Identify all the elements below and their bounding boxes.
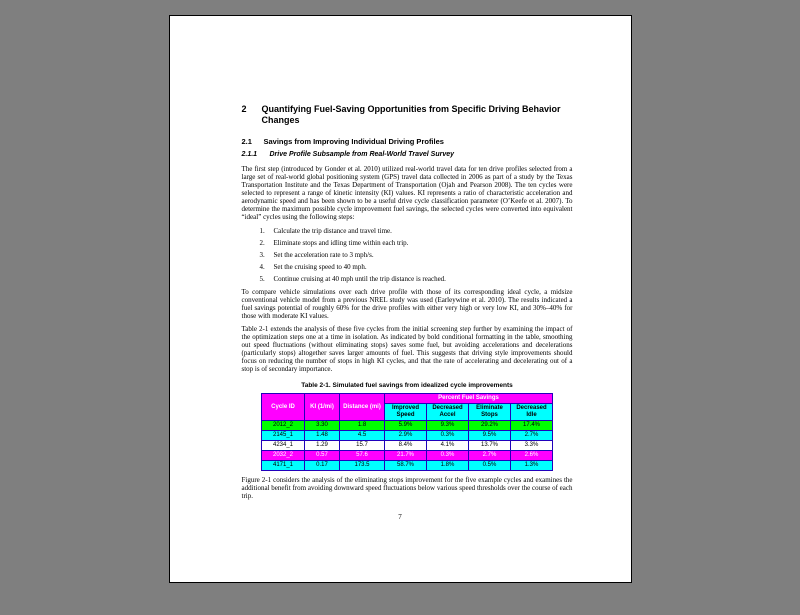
table-subheader-cell: Decreased Accel — [427, 404, 469, 421]
section-number: 2 — [241, 104, 247, 114]
table-cell: 9.3% — [427, 421, 469, 431]
table-cell: 4.1% — [427, 441, 469, 451]
table-row — [262, 451, 553, 461]
table-cell: 29.2% — [469, 421, 511, 431]
table-header-cell: Cycle ID — [262, 394, 305, 421]
list-item — [260, 264, 573, 272]
table-cell: 17.4% — [511, 421, 553, 431]
table-cell: 13.7% — [469, 441, 511, 451]
table-cell: 1.8% — [427, 461, 469, 471]
table-header-cell: KI (1/mi) — [305, 394, 340, 421]
paragraph-table-discussion: Table 2-1 extends the analysis of these five cycles from the initial screening step further by examining the impact of the optimization steps one at a time in isolation. As indicated by bold conditional formatting in the table, smoothing out speed fluctuations (without eliminating stops) saves some fuel, but avoiding accelerations and decelerations (particularly stops) altogether saves larger amounts of fuel. This suggests that driving style improvements should focus on reducing the number of stops in high KI cycles, and that the rate of accelerating and decelerating out of a stop is of secondary importance. — [241, 325, 573, 373]
list-item — [260, 252, 573, 260]
table-cell: 0.5% — [469, 461, 511, 471]
section-title: Quantifying Fuel-Saving Opportunities from Specific Driving Behavior Changes — [261, 104, 561, 125]
page-number: 7 — [398, 513, 402, 521]
table-cell: 1.29 — [305, 441, 340, 451]
table-cell: 173.5 — [340, 461, 385, 471]
subsubsection-heading — [242, 151, 573, 160]
table-row — [262, 421, 553, 431]
table-row — [262, 441, 553, 451]
table-cell: 2145_1 — [262, 431, 305, 441]
table-cell: 2.7% — [511, 431, 553, 441]
table-cell: 57.6 — [340, 451, 385, 461]
paragraph-figure-reference: Figure 2-1 considers the analysis of the eliminating stops improvement for the five example cycles and examines the additional benefit from avoiding downward speed fluctuations below various speed thresholds over the course of each trip. — [241, 476, 573, 500]
table-cell: 4234_1 — [262, 441, 305, 451]
table-cell: 2.7% — [469, 451, 511, 461]
list-item-text: Calculate the trip distance and travel time. — [273, 226, 392, 235]
list-item-text: Set the cruising speed to 40 mph. — [273, 262, 367, 271]
list-item-text: Set the acceleration rate to 3 mph/s. — [273, 250, 374, 259]
table-cell: 3.3% — [511, 441, 553, 451]
table-cell: 0.17 — [305, 461, 340, 471]
table-cell: 4171_1 — [262, 461, 305, 471]
list-item-number: 2. — [259, 238, 265, 247]
table-cell: 21.7% — [385, 451, 427, 461]
table-group-header-cell: Percent Fuel Savings — [385, 394, 553, 404]
table-cell: 8.4% — [385, 441, 427, 451]
table-cell: 2012_2 — [262, 421, 305, 431]
list-item-text: Continue cruising at 40 mph until the trip distance is reached. — [273, 274, 446, 283]
subsection-number: 2.1 — [241, 137, 252, 146]
list-item-text: Eliminate stops and idling time within each trip. — [273, 238, 409, 247]
fuel-savings-table — [261, 393, 553, 471]
list-item — [260, 228, 573, 236]
table-row — [262, 461, 553, 471]
table-cell: 15.7 — [340, 441, 385, 451]
list-item-number: 3. — [259, 250, 265, 259]
table-row — [262, 431, 553, 441]
list-item-number: 5. — [259, 274, 265, 283]
subsubsection-title: Drive Profile Subsample from Real-World Travel Survey — [269, 151, 455, 158]
table-cell: 2.9% — [385, 431, 427, 441]
table-cell: 0.3% — [427, 451, 469, 461]
list-item-number: 1. — [259, 226, 265, 235]
table-cell: 2032_2 — [262, 451, 305, 461]
table-cell: 1.3% — [511, 461, 553, 471]
table-header-row — [262, 394, 553, 404]
table-caption: Table 2-1. Simulated fuel savings from idealized cycle improvements — [301, 382, 513, 389]
document-page — [169, 15, 632, 583]
ideal-cycle-steps-list — [260, 228, 573, 284]
table-cell: 0.3% — [427, 431, 469, 441]
paragraph-simulation-results: To compare vehicle simulations over each drive profile with those of its corresponding ideal cycle, a midsize conventional vehicle model from a previous NREL study was used (Earleywine et al. 2010). The results indicated a fuel savings potential of roughly 60% for the drive profiles with either very high or very low KI, and 30%–40% for those with moderate KI values. — [241, 288, 573, 320]
table-cell: 2.6% — [511, 451, 553, 461]
table-cell: 58.7% — [385, 461, 427, 471]
table-cell: 0.57 — [305, 451, 340, 461]
table-cell: 9.5% — [469, 431, 511, 441]
section-heading — [242, 104, 573, 125]
subsection-heading — [242, 137, 573, 146]
table-cell: 1.48 — [305, 431, 340, 441]
table-subheader-cell: Decreased Idle — [511, 404, 553, 421]
subsubsection-number: 2.1.1 — [241, 151, 258, 158]
table-cell: 1.8 — [340, 421, 385, 431]
table-cell: 3.30 — [305, 421, 340, 431]
subsection-title: Savings from Improving Individual Driving Profiles — [263, 137, 444, 146]
table-subheader-cell: Improved Speed — [385, 404, 427, 421]
table-cell: 4.5 — [340, 431, 385, 441]
table-subheader-cell: Eliminate Stops — [469, 404, 511, 421]
paragraph-intro: The first step (introduced by Gonder et al. 2010) utilized real-world travel data for ten drive profiles selected from a large set of real-world global positioning system (GPS) travel data collected in 2006 as part of a study by the Texas Transportation Institute and the Texas Department of Transportation (Ojah and Pearson 2008). The ten cycles were selected to represent a range of kinetic intensity (KI) values. KI represents a ratio of characteristic acceleration and aerodynamic speed and has been shown to be a useful drive cycle classification parameter (O’Keefe et al. 2007). To determine the maximum possible cycle improvement fuel savings, the selected cycles were converted into equivalent “ideal” cycles using the following steps: — [241, 164, 573, 221]
list-item-number: 4. — [259, 262, 265, 271]
list-item — [260, 240, 573, 248]
list-item — [260, 276, 573, 284]
table-header-cell: Distance (mi) — [340, 394, 385, 421]
table-cell: 5.9% — [385, 421, 427, 431]
